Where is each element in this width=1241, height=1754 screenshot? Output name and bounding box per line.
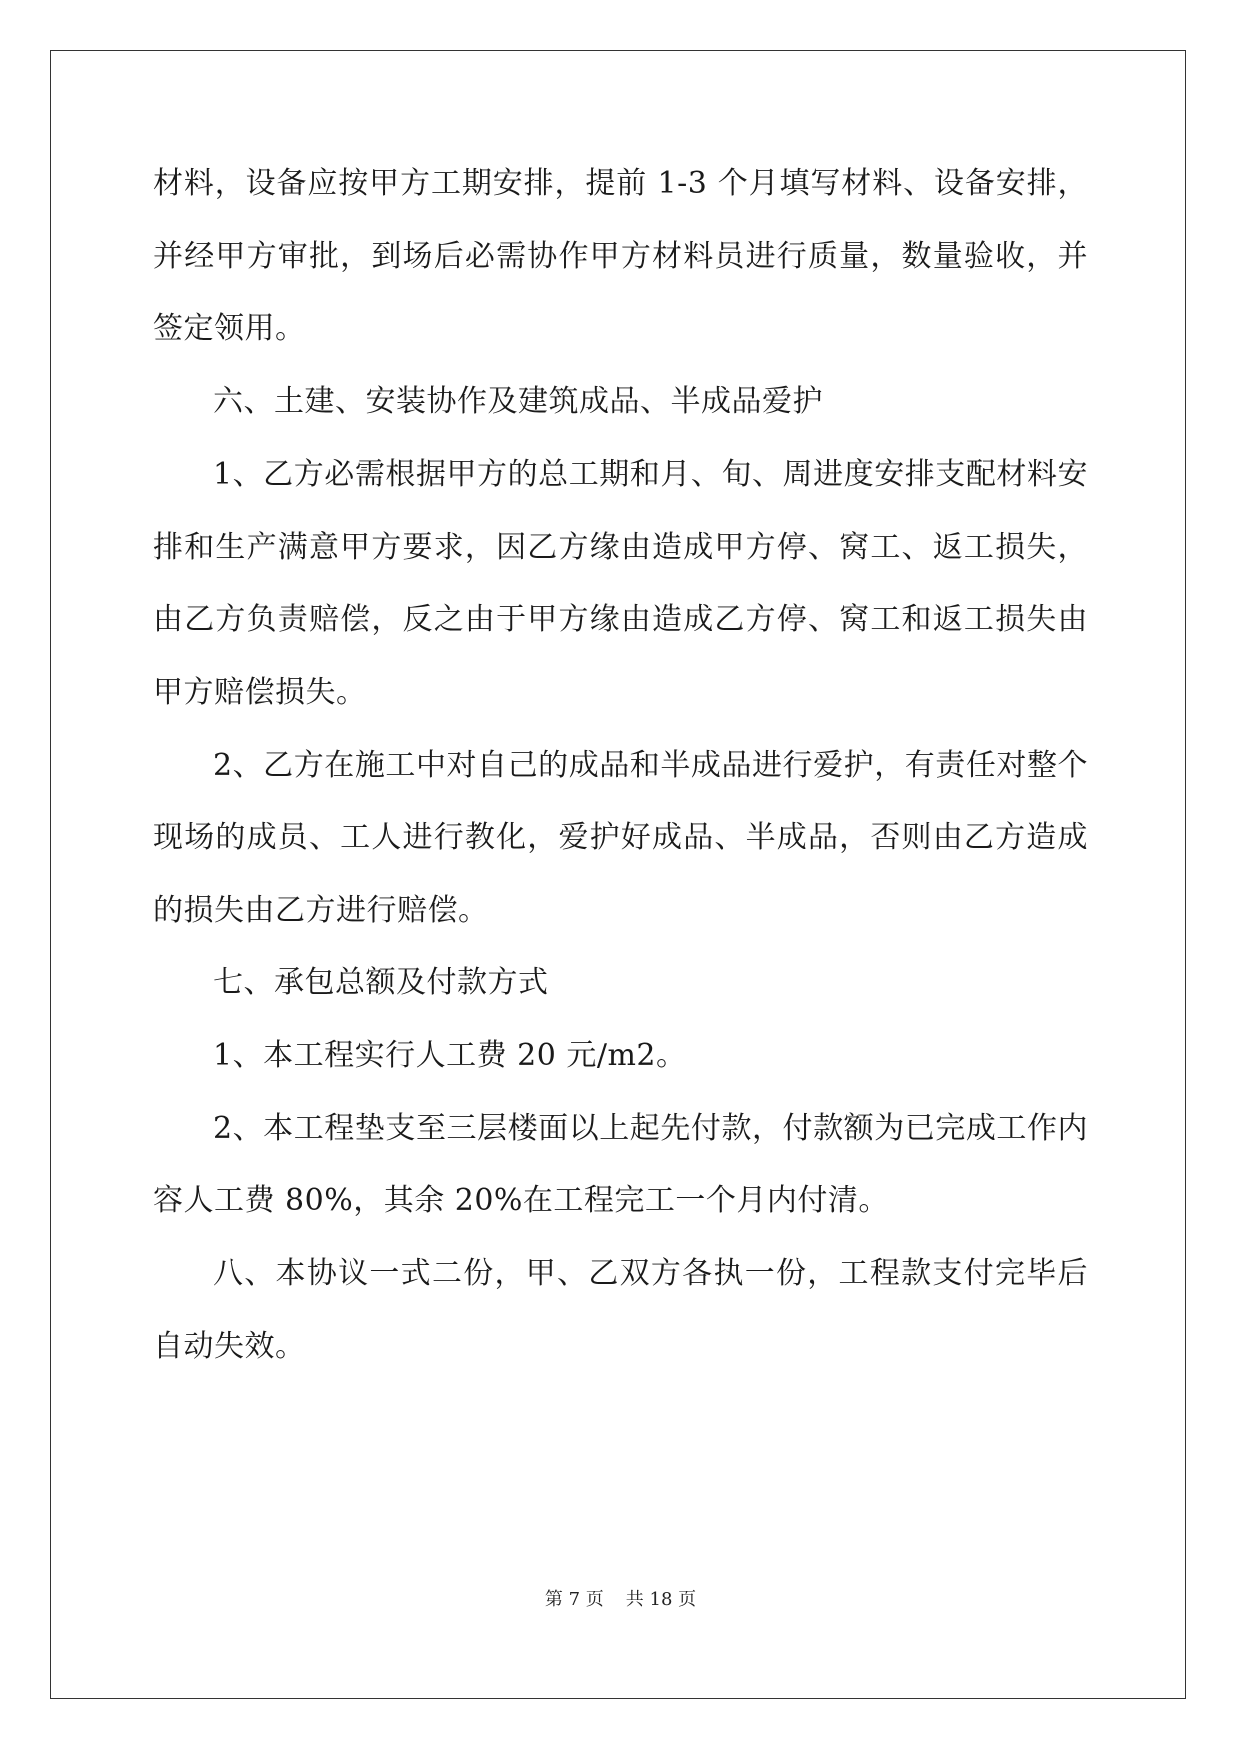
section-heading: 七、承包总额及付款方式 bbox=[213, 965, 549, 1000]
text-line: 现场的成员、工人进行教化，爱护好成品、半成品，否则由乙方造成 bbox=[153, 820, 1088, 855]
text-line: 1、乙方必需根据甲方的总工期和月、旬、周进度安排支配材料安 bbox=[213, 457, 1088, 492]
text-line: 由乙方负责赔偿，反之由于甲方缘由造成乙方停、窝工和返工损失由 bbox=[153, 602, 1088, 637]
page-total: 共 18 页 bbox=[625, 1589, 697, 1610]
text-line: 自动失效。 bbox=[153, 1329, 306, 1364]
text-line: 2、本工程垫支至三层楼面以上起先付款，付款额为已完成工作内 bbox=[213, 1111, 1088, 1146]
text-line: 的损失由乙方进行赔偿。 bbox=[153, 893, 489, 928]
section-heading: 八、本协议一式二份，甲、乙双方各执一份，工程款支付完毕后 bbox=[213, 1256, 1088, 1291]
text-line: 2、乙方在施工中对自己的成品和半成品进行爱护，有责任对整个 bbox=[213, 748, 1088, 783]
text-line: 签定领用。 bbox=[153, 311, 306, 346]
page-border bbox=[50, 50, 1186, 1699]
page-number: 第 7 页 bbox=[544, 1589, 604, 1610]
text-line: 甲方赔偿损失。 bbox=[153, 675, 367, 710]
text-line: 1、本工程实行人工费 20 元/m2。 bbox=[213, 1038, 687, 1073]
page-footer bbox=[0, 1588, 1241, 1612]
section-heading: 六、土建、安装协作及建筑成品、半成品爱护 bbox=[213, 384, 823, 419]
text-line: 排和生产满意甲方要求，因乙方缘由造成甲方停、窝工、返工损失， bbox=[153, 530, 1088, 565]
text-line: 并经甲方审批，到场后必需协作甲方材料员进行质量，数量验收，并 bbox=[153, 239, 1088, 274]
text-line: 材料，设备应按甲方工期安排，提前 1-3 个月填写材料、设备安排， bbox=[153, 166, 1088, 201]
text-line: 容人工费 80%，其余 20%在工程完工一个月内付清。 bbox=[153, 1183, 889, 1218]
